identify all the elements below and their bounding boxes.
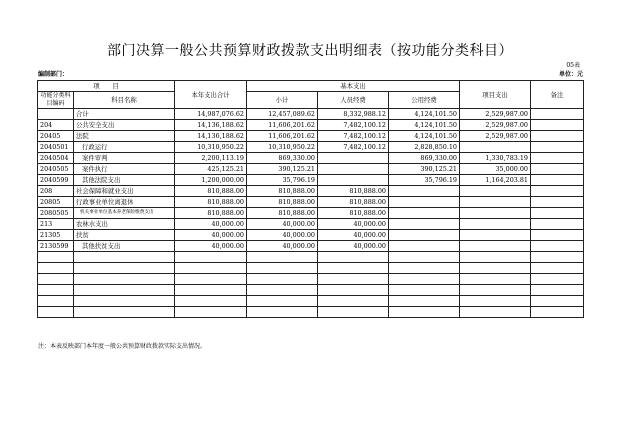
table-row: [38, 219, 584, 230]
cell-subtotal: 40,000.00: [247, 241, 318, 252]
cell-name: 案件执行: [74, 164, 175, 175]
cell-public: 4,124,101.50: [389, 120, 460, 131]
cell-code: 2040505: [38, 164, 74, 175]
cell-personnel: 7,482,100.12: [318, 120, 389, 131]
cell-empty: [38, 274, 74, 285]
cell-empty: [460, 307, 531, 318]
cell-total: 810,888.00: [175, 197, 247, 208]
empty-row: [38, 252, 584, 263]
table-row: [38, 197, 584, 208]
cell-public: 390,125.21: [389, 164, 460, 175]
cell-project: [460, 230, 531, 241]
cell-empty: [389, 307, 460, 318]
cell-code: 2040501: [38, 142, 74, 153]
table-number: 05表: [566, 62, 580, 69]
cell-total: 40,000.00: [175, 230, 247, 241]
cell-code: 20405: [38, 131, 74, 142]
cell-public: [389, 219, 460, 230]
cell-code: 213: [38, 219, 74, 230]
cell-empty: [175, 274, 247, 285]
cell-project: 2,529,987.00: [460, 120, 531, 131]
cell-name: 其他法院支出: [74, 175, 175, 186]
cell-total: 810,888.00: [175, 208, 247, 219]
cell-subtotal: 10,310,950.22: [247, 142, 318, 153]
cell-empty: [175, 263, 247, 274]
header-basic-group: 基本支出: [247, 81, 460, 92]
cell-remark: [531, 186, 584, 197]
cell-empty: [247, 296, 318, 307]
cell-name: 农林水支出: [74, 219, 175, 230]
cell-subtotal: 35,796.19: [247, 175, 318, 186]
header-remark: 备注: [531, 81, 584, 109]
cell-public: [389, 230, 460, 241]
cell-empty: [175, 307, 247, 318]
cell-project: 1,330,783.19: [460, 153, 531, 164]
cell-empty: [460, 263, 531, 274]
cell-name: 公共安全支出: [74, 120, 175, 131]
cell-code: 2130599: [38, 241, 74, 252]
header-subtotal: 小计: [247, 92, 318, 109]
cell-total: 14,136,188.62: [175, 131, 247, 142]
cell-personnel: 810,888.00: [318, 197, 389, 208]
cell-remark: [531, 230, 584, 241]
cell-subtotal: 810,888.00: [247, 197, 318, 208]
header-project: 项目支出: [460, 81, 531, 109]
header-name: 科目名称: [74, 92, 175, 109]
cell-empty: [74, 274, 175, 285]
cell-empty: [318, 274, 389, 285]
table-row: [38, 109, 584, 120]
cell-code: 2040599: [38, 175, 74, 186]
header-personnel: 人员经费: [318, 92, 389, 109]
cell-empty: [460, 296, 531, 307]
cell-personnel: 40,000.00: [318, 230, 389, 241]
cell-empty: [74, 263, 175, 274]
cell-empty: [389, 252, 460, 263]
cell-total: 14,987,076.62: [175, 109, 247, 120]
cell-empty: [318, 285, 389, 296]
cell-empty: [247, 274, 318, 285]
table-row: [38, 153, 584, 164]
cell-empty: [460, 285, 531, 296]
cell-empty: [389, 296, 460, 307]
cell-public: [389, 208, 460, 219]
cell-remark: [531, 120, 584, 131]
cell-project: [460, 197, 531, 208]
cell-personnel: 810,888.00: [318, 208, 389, 219]
cell-name: 扶贫: [74, 230, 175, 241]
cell-total: 14,136,188.62: [175, 120, 247, 131]
cell-empty: [247, 307, 318, 318]
cell-subtotal: 40,000.00: [247, 219, 318, 230]
empty-row: [38, 296, 584, 307]
cell-remark: [531, 241, 584, 252]
cell-remark: [531, 131, 584, 142]
cell-empty: [531, 252, 584, 263]
cell-empty: [531, 274, 584, 285]
table-row: [38, 175, 584, 186]
cell-personnel: [318, 175, 389, 186]
cell-total: 40,000.00: [175, 241, 247, 252]
empty-row: [38, 274, 584, 285]
cell-empty: [74, 296, 175, 307]
cell-remark: [531, 197, 584, 208]
cell-empty: [389, 285, 460, 296]
cell-total: 810,888.00: [175, 186, 247, 197]
cell-project: 2,529,987.00: [460, 109, 531, 120]
cell-code: 208: [38, 186, 74, 197]
cell-subtotal: 11,606,201.62: [247, 120, 318, 131]
cell-remark: [531, 219, 584, 230]
cell-total: 10,310,950.22: [175, 142, 247, 153]
cell-empty: [247, 263, 318, 274]
empty-row: [38, 263, 584, 274]
cell-empty: [531, 296, 584, 307]
cell-total: 425,125.21: [175, 164, 247, 175]
cell-remark: [531, 175, 584, 186]
cell-name: 机关事业单位基本养老保险缴费支出: [74, 208, 175, 219]
cell-personnel: 40,000.00: [318, 219, 389, 230]
cell-code: 2040504: [38, 153, 74, 164]
cell-remark: [531, 208, 584, 219]
cell-public: [389, 241, 460, 252]
cell-code: 21305: [38, 230, 74, 241]
table-row: [38, 230, 584, 241]
cell-empty: [531, 263, 584, 274]
expenditure-table: [37, 80, 584, 318]
cell-empty: [531, 307, 584, 318]
cell-total: 1,200,000.00: [175, 175, 247, 186]
cell-empty: [247, 285, 318, 296]
cell-empty: [389, 274, 460, 285]
cell-empty: [74, 285, 175, 296]
header-total: 本年支出合计: [175, 81, 247, 109]
table-row: [38, 131, 584, 142]
cell-empty: [318, 263, 389, 274]
cell-personnel: 7,482,100.12: [318, 131, 389, 142]
cell-remark: [531, 164, 584, 175]
cell-project: [460, 241, 531, 252]
cell-public: 35,796.19: [389, 175, 460, 186]
cell-name: 合计: [74, 109, 175, 120]
cell-code: 204: [38, 120, 74, 131]
cell-personnel: [318, 153, 389, 164]
cell-empty: [38, 307, 74, 318]
cell-public: 4,124,101.50: [389, 131, 460, 142]
report-title: 部门决算一般公共预算财政拨款支出明细表（按功能分类科目）: [107, 43, 513, 59]
cell-total: 40,000.00: [175, 219, 247, 230]
cell-empty: [531, 285, 584, 296]
cell-subtotal: 40,000.00: [247, 230, 318, 241]
cell-empty: [389, 263, 460, 274]
cell-remark: [531, 153, 584, 164]
cell-empty: [318, 296, 389, 307]
empty-row: [38, 285, 584, 296]
table-row: [38, 186, 584, 197]
cell-project: [460, 208, 531, 219]
cell-project: 1,164,203.81: [460, 175, 531, 186]
table-row: [38, 142, 584, 153]
cell-empty: [38, 263, 74, 274]
cell-public: 2,828,850.10: [389, 142, 460, 153]
table-row: [38, 164, 584, 175]
cell-subtotal: 390,125.21: [247, 164, 318, 175]
cell-project: 35,000.00: [460, 164, 531, 175]
cell-empty: [38, 285, 74, 296]
cell-name: 社会保障和就业支出: [74, 186, 175, 197]
cell-public: [389, 186, 460, 197]
cell-project: 2,529,987.00: [460, 131, 531, 142]
cell-code: 2080505: [38, 208, 74, 219]
cell-empty: [74, 307, 175, 318]
cell-empty: [38, 252, 74, 263]
cell-subtotal: 810,888.00: [247, 208, 318, 219]
cell-empty: [74, 252, 175, 263]
cell-project: [460, 219, 531, 230]
cell-empty: [175, 296, 247, 307]
cell-code: [38, 109, 74, 120]
empty-row: [38, 307, 584, 318]
cell-empty: [460, 252, 531, 263]
cell-name: 案件审判: [74, 153, 175, 164]
cell-personnel: 40,000.00: [318, 241, 389, 252]
cell-name: 法院: [74, 131, 175, 142]
cell-personnel: 7,482,100.12: [318, 142, 389, 153]
cell-project: [460, 142, 531, 153]
table-row: [38, 120, 584, 131]
cell-public: 4,124,101.50: [389, 109, 460, 120]
cell-subtotal: 12,457,089.62: [247, 109, 318, 120]
cell-remark: [531, 142, 584, 153]
cell-empty: [38, 296, 74, 307]
cell-name: 行政运行: [74, 142, 175, 153]
cell-remark: [531, 109, 584, 120]
cell-personnel: 8,332,988.12: [318, 109, 389, 120]
cell-subtotal: 869,330.00: [247, 153, 318, 164]
header-item-group: 项 目: [38, 81, 175, 92]
cell-empty: [247, 252, 318, 263]
cell-subtotal: 11,606,201.62: [247, 131, 318, 142]
header-public: 公用经费: [389, 92, 460, 109]
cell-code: 20805: [38, 197, 74, 208]
cell-empty: [318, 307, 389, 318]
header-code: 功能分类科目编码: [38, 92, 74, 109]
cell-empty: [175, 285, 247, 296]
cell-personnel: 810,888.00: [318, 186, 389, 197]
cell-empty: [460, 274, 531, 285]
cell-total: 2,200,113.19: [175, 153, 247, 164]
cell-empty: [175, 252, 247, 263]
cell-name: 其他扶贫支出: [74, 241, 175, 252]
org-label: 编制部门：: [38, 71, 69, 78]
header-row-1: [38, 81, 584, 92]
table-row: [38, 241, 584, 252]
cell-empty: [318, 252, 389, 263]
unit-label: 单位：元: [558, 71, 583, 78]
footnote: 注：本表反映部门本年度一般公共预算财政拨款实际支出情况。: [38, 343, 207, 350]
cell-project: [460, 186, 531, 197]
cell-name: 行政事业单位离退休: [74, 197, 175, 208]
cell-public: 869,330.00: [389, 153, 460, 164]
cell-public: [389, 197, 460, 208]
cell-subtotal: 810,888.00: [247, 186, 318, 197]
cell-personnel: [318, 164, 389, 175]
table-row: [38, 208, 584, 219]
